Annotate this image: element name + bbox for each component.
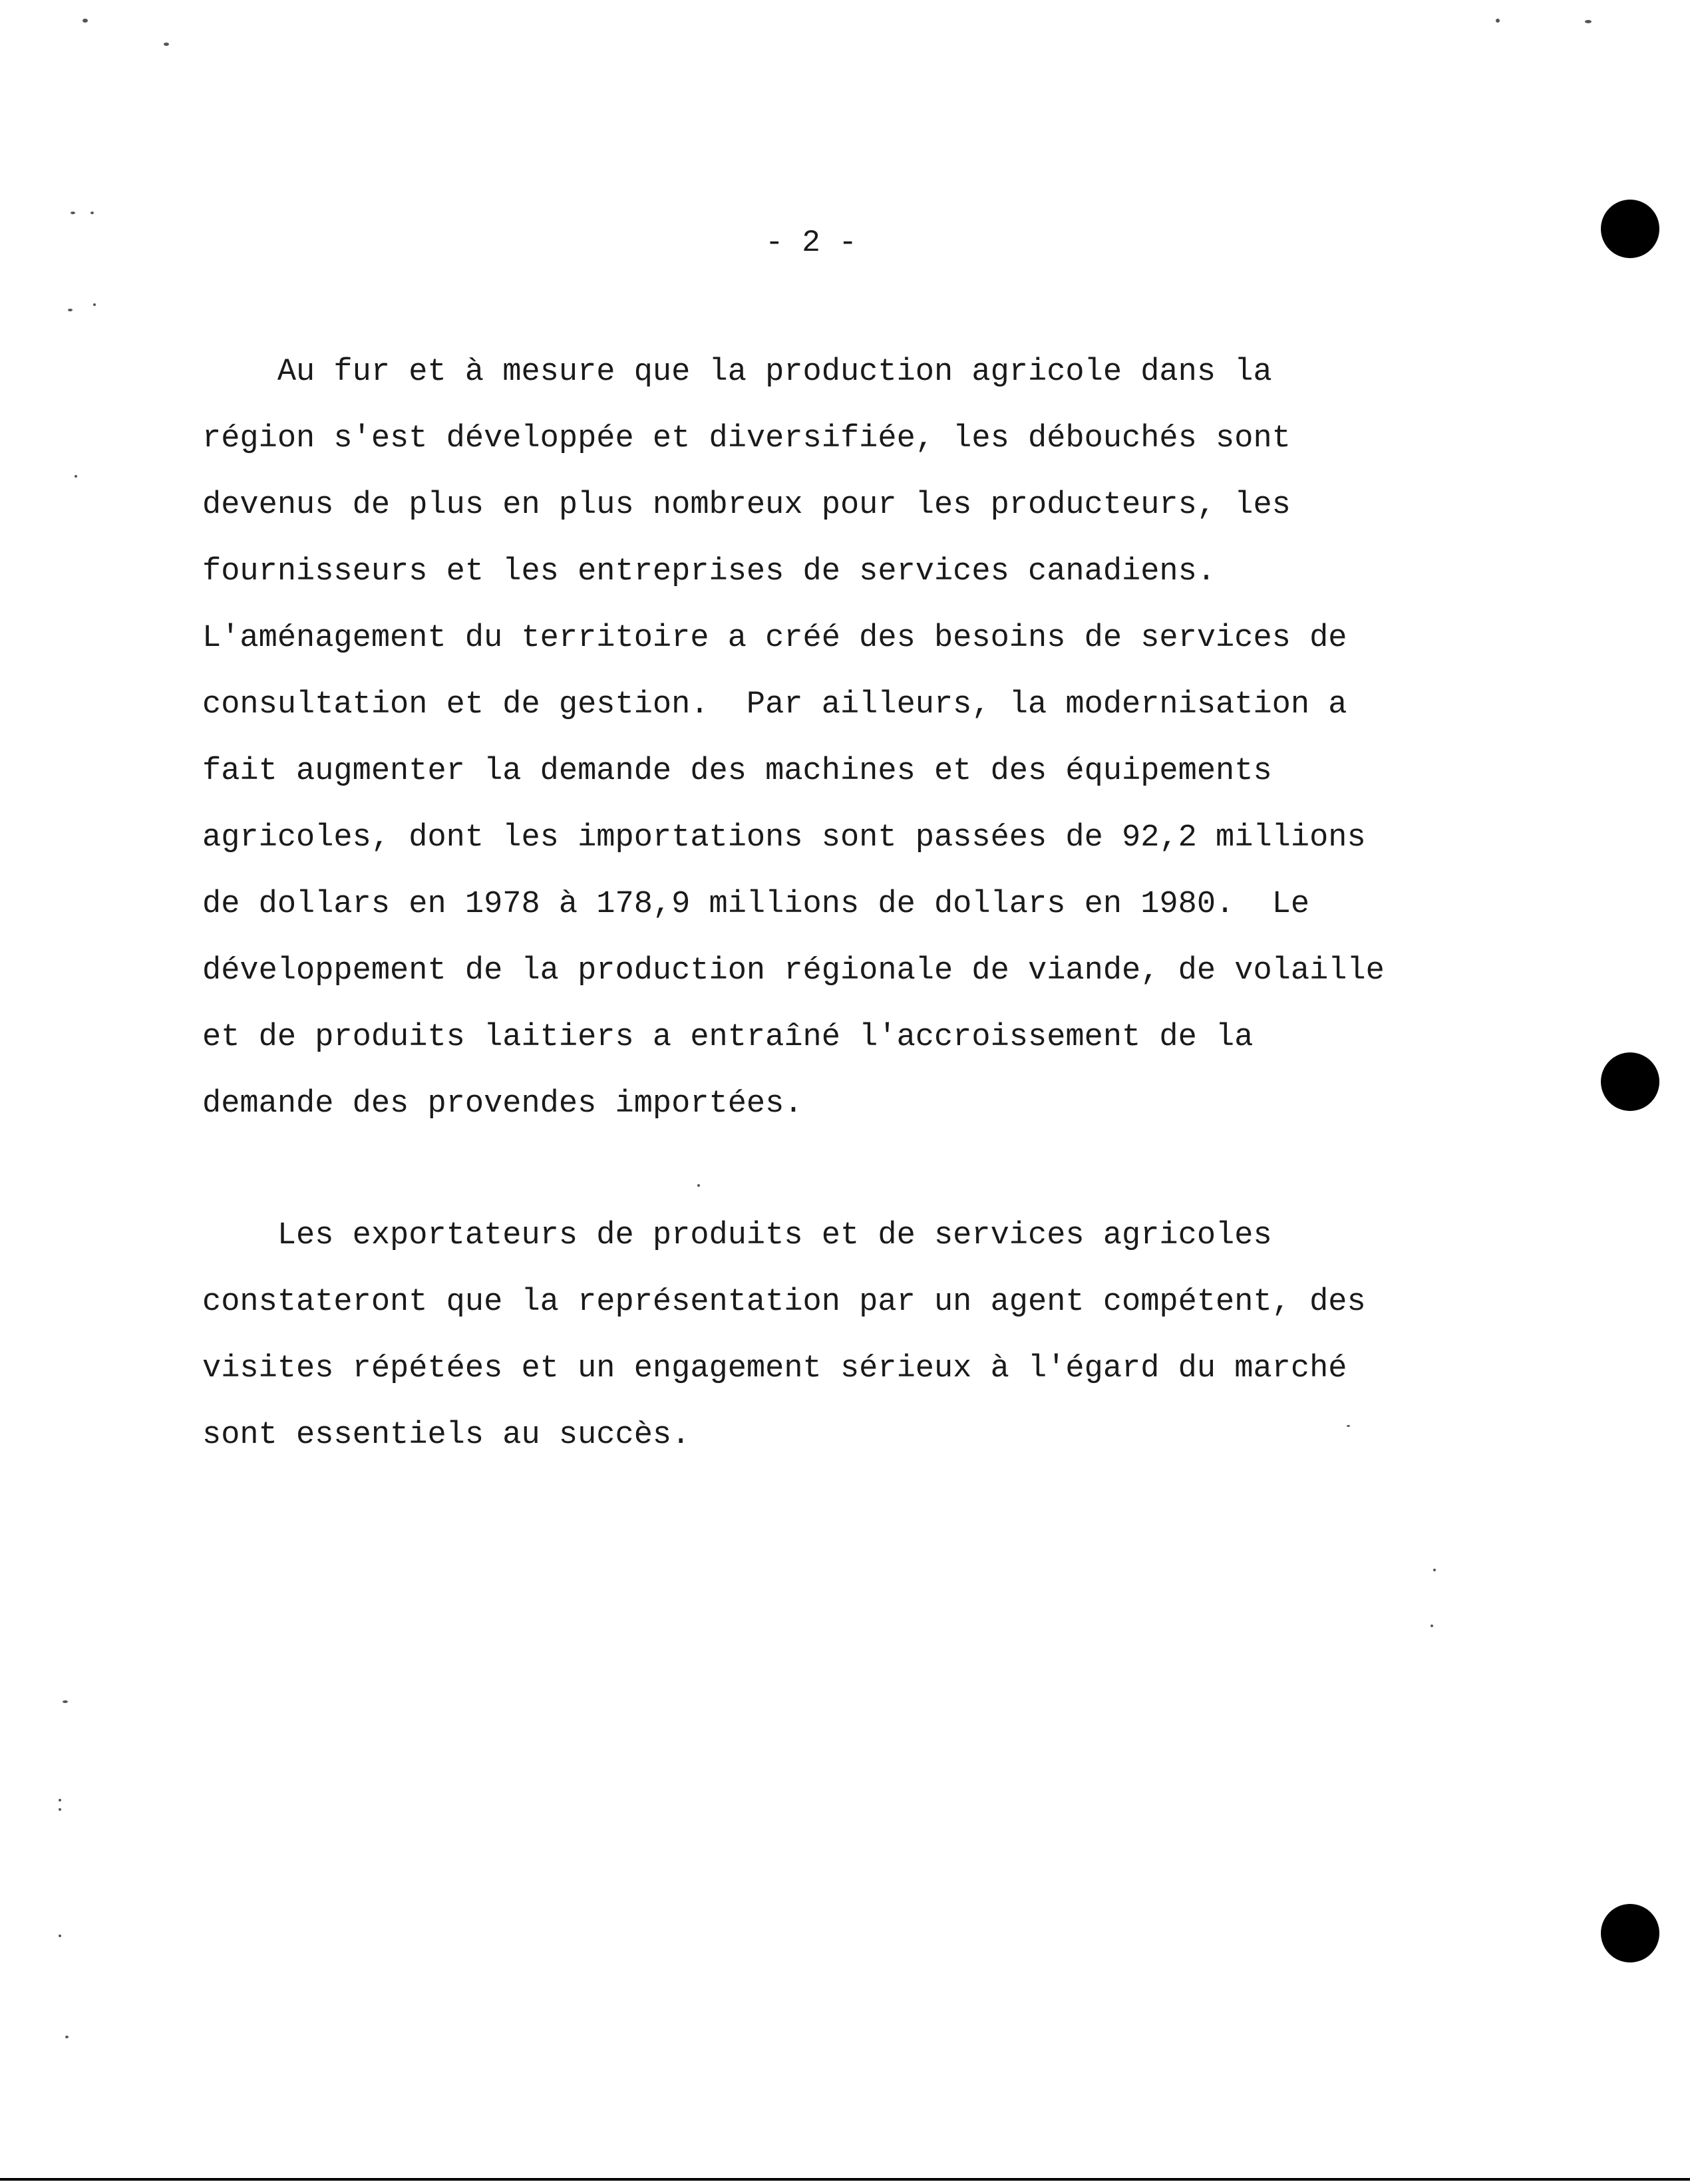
page-number: - 2 -: [765, 226, 858, 260]
text-line: et de produits laitiers a entraîné l'accroissement de la: [202, 1020, 1254, 1055]
text-line: Les exportateurs de produits et de services agricoles: [202, 1218, 1272, 1253]
text-line: sont essentiels au succès.: [202, 1418, 691, 1453]
punch-hole-icon: [1601, 200, 1659, 258]
scan-speck: [1433, 1569, 1436, 1571]
scan-speck: [59, 1935, 61, 1937]
text-line: visites répétées et un engagement sérieux à l'égard du marché: [202, 1351, 1347, 1386]
text-line: consultation et de gestion. Par ailleurs, la modernisation a: [202, 687, 1347, 722]
punch-hole-icon: [1601, 1904, 1659, 1962]
text-line: de dollars en 1978 à 178,9 millions de dollars en 1980. Le: [202, 887, 1310, 922]
text-line: Au fur et à mesure que la production agricole dans la: [202, 355, 1272, 390]
text-line: agricoles, dont les importations sont passées de 92,2 millions: [202, 820, 1366, 856]
scan-speck: [1585, 20, 1592, 23]
text-line: fait augmenter la demande des machines et des équipements: [202, 754, 1272, 789]
scan-speck: [68, 309, 73, 311]
scan-speck: [83, 19, 88, 23]
scan-speck: [90, 212, 94, 214]
scan-speck: [71, 212, 75, 214]
scan-speck: [59, 1799, 61, 1801]
scan-speck: [1496, 19, 1500, 23]
scan-speck: [164, 43, 169, 46]
scan-speck: [65, 2036, 69, 2038]
text-line: L'aménagement du territoire a créé des besoins de services de: [202, 621, 1347, 656]
text-line: fournisseurs et les entreprises de services canadiens.: [202, 554, 1216, 589]
text-line: développement de la production régionale de viande, de volaille: [202, 953, 1385, 989]
paragraph-1: [202, 339, 1533, 1138]
paragraph-2: [202, 1203, 1533, 1469]
scan-speck: [75, 475, 77, 478]
scan-speck: [1347, 1425, 1350, 1427]
scan-speck: [93, 303, 96, 306]
punch-hole-icon: [1601, 1052, 1659, 1111]
scan-speck: [1431, 1625, 1433, 1627]
bottom-edge-rule: [0, 2178, 1690, 2181]
text-line: devenus de plus en plus nombreux pour les producteurs, les: [202, 488, 1291, 523]
scan-speck: [59, 1808, 61, 1811]
text-line: demande des provendes importées.: [202, 1086, 803, 1122]
scan-speck: [63, 1700, 68, 1703]
text-line: région s'est développée et diversifiée, les débouchés sont: [202, 421, 1291, 456]
text-line: constateront que la représentation par un agent compétent, des: [202, 1285, 1366, 1320]
scan-speck: [697, 1184, 700, 1187]
